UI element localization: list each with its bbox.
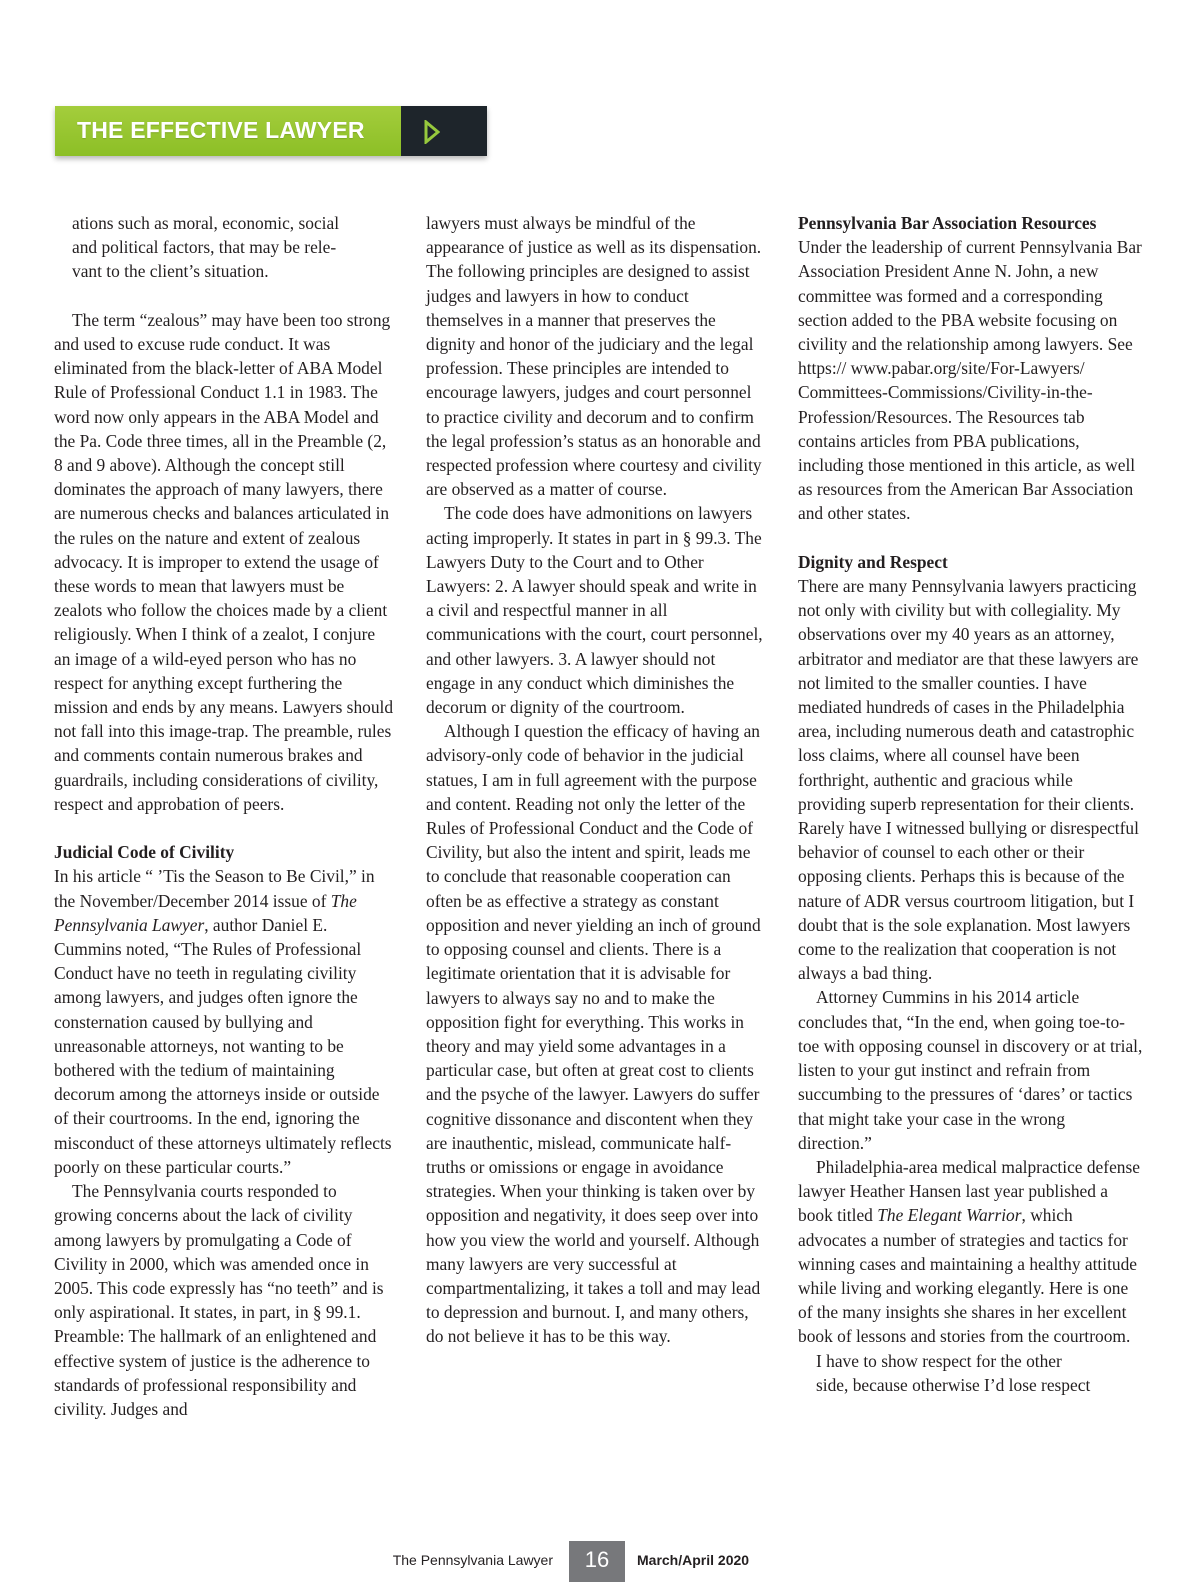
heading-dignity-respect: Dignity and Respect [798,551,948,572]
article-column-1 [54,211,394,1421]
heading-pba-resources: Pennsylvania Bar Association Resources [798,213,1097,233]
paragraph-hansen [798,1155,1143,1349]
article-column-2 [426,211,768,1349]
text-run: , which advocates a number of strategies and tactics for winning cases and maintaining a healthy attitude while living and working elegantly. Here is one of the many insights she shares in her excellent book of lessons and stories from the courtroom. [798,1205,1138,1347]
paragraph-cummins-article [54,864,394,1179]
paragraph-efficacy: Although I question the efficacy of having an advisory-only code of behavior in the judicial statues, I am in full agreement with the purpose and content. Reading not only the letter of the Rules of Professional Conduct and the Code of Civility, but also the intent and spirit, leads me to conclude that reasonable cooperation can often be as effective a strategy as constant opposition and never yielding an inch of ground to opposing counsel and clients. There is a legitimate orientation that it is advisable for lawyers to always say no and to make the opposition fight for everything. This works in theory and may yield some advantages in a particular case, but often at great cost to clients and the psyche of the lawyer. Lawyers do suffer cognitive dissonance and discontent when they are inauthentic, mislead, communicate half-truths or omissions or engage in avoidance strategies. When your thinking is taken over by opposition and negativity, it does seep over into how you view the world and yourself. Although many lawyers are very successful at compartmentalizing, it takes a toll and may lead to depression and burnout. I, and many others, do not believe it has to be this way. [426,721,761,1347]
book-title: The Elegant Warrior [877,1205,1022,1226]
paragraph-quote: I have to show respect for the other side, because otherwise I’d lose respect [816,1350,1091,1395]
paragraph-continued: lawyers must always be mindful of the appearance of justice as well as its dispensation. The following principles are designed to assist judges and lawyers in how to conduct themselves in a manner that preserves the dignity and honor of the judiciary and the legal profession. These principles are intended to encourage lawyers, judges and court personnel to practice civility and decorum and to confirm the legal profession’s status as an honorable and respected profession where courtesy and civility are observed as a matter of course. [426,213,762,500]
paragraph-continuation: ations such as moral, economic, social and political factors, that may be rele- vant to the client’s situation. [72,213,340,282]
banner-dark-bar [401,106,487,156]
paragraph-pba-resources: Under the leadership of current Pennsylvania Bar Association President Anne N. John, a new committee was formed and a corresponding section added to the PBA website focusing on civility and the relationship among lawyers. See https:// www.pabar.org/site/For-Lawyers/ Committees-Commissions/Civility-in-the-Profession/Resources. The Resources tab contains articles from PBA publications, including those mentioned in this article, as well as resources from the American Bar Association and other states. [798,237,1142,524]
page-number: 16 [569,1541,625,1582]
footer-publication: The Pennsylvania Lawyer [392,1552,553,1568]
publication-title: The Pennsylvania Lawyer [54,890,357,935]
paragraph-zealous: The term “zealous” may have been too strong and used to excuse rude conduct. It was eliminated from the black-letter of ABA Model Rule of Professional Conduct 1.1 in 1983. The word now only appears in the ABA Model and the Pa. Code three times, all in the Preamble (2, 8 and 9 above). Although the concept still dominates the approach of many lawyers, there are numerous checks and balances articulated in the rules on the nature and extent of zealous advocacy. It is improper to extend the usage of these words to mean that lawyers must be zealots who follow the choices made by a client religiously. When I think of a zealot, I conjure an image of a wild-eyed person who has no respect for anything except furthering the mission and ends by any means. Lawyers should not fall into this image-trap. The preamble, rules and comments contain numerous brakes and guardrails, including considerations of civility, respect and approbation of peers. [54,309,394,814]
paragraph-admonitions: The code does have admonitions on lawyers acting improperly. It states in part in § 99.3. The Lawyers Duty to the Court and to Other Lawyers: 2. A lawyer should speak and write in a civil and respectful manner in all communications with the court, court personnel, and other lawyers. 3. A lawyer should not engage in any conduct which diminishes the decorum or dignity of the courtroom. [426,503,763,718]
paragraph-pa-courts: The Pennsylvania courts responded to growing concerns about the lack of civility among lawyers by promulgating a Code of Civility in 2000, which was amended once in 2005. This code expressly has “no teeth” and is only aspirational. It states, in part, in § 99.1. Preamble: The hallmark of an enlightened and effective system of justice is the adherence to standards of professional responsibility and civility. Judges and [54,1181,384,1419]
paragraph-dignity: There are many Pennsylvania lawyers practicing not only with civility but with collegiality. My observations over my 40 years as an attorney, arbitrator and mediator are that these lawyers are not limited to the smaller counties. I have mediated hundreds of cases in the Philadelphia area, including numerous death and catastrophic loss claims, where all counsel have been forthright, authentic and gracious while providing superb representation for their clients. Rarely have I witnessed bullying or disrespectful behavior of counsel to each other or their opposing clients. Perhaps this is because of the nature of ADR versus courtroom litigation, but I doubt that is the sole explanation. Most lawyers come to the realization that cooperation is not always a bad thing. [798,576,1139,984]
heading-judicial-code: Judicial Code of Civility [54,842,235,863]
section-banner [55,106,487,156]
text-run: , author Daniel E. Cummins noted, “The Rules of Professional Conduct have no teeth in regulating civility among lawyers, and judges often ignore the consternation caused by bullying and unreasonable attorneys, not wanting to be bothered with the tedium of maintaining decorum among the attorneys inside or outside of their courtrooms. In the end, ignoring the misconduct of these attorneys ultimately reflects poorly on these particular courts.” [54,914,392,1177]
text-run: Philadelphia-area medical malpractice defense lawyer Heather Hansen last year published a book titled [798,1156,1140,1226]
paragraph-cummins-conclusion: Attorney Cummins in his 2014 article concludes that, “In the end, when going toe-to-toe with opposing counsel in discovery or at trial, listen to your gut instinct and refrain from succumbing to the pressures of ‘dares’ or tactics that might take your case in the wrong direction.” [798,987,1143,1153]
section-title: THE EFFECTIVE LAWYER [77,117,365,143]
footer-issue: March/April 2020 [637,1552,750,1568]
play-arrow-icon [424,120,440,144]
text-run: In his article “ ’Tis the Season to Be Civil,” in the November/December 2014 issue of [54,866,375,911]
article-column-3 [798,211,1143,1397]
